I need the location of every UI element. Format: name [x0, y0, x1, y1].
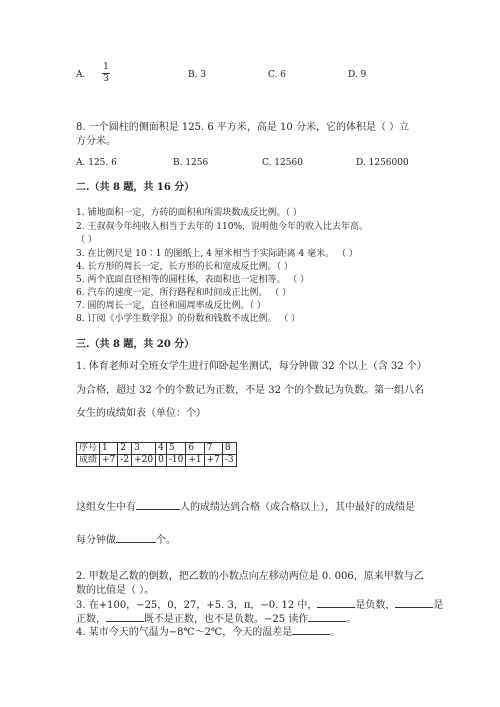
- q7-option-d: D. 9: [348, 70, 367, 80]
- answer-text: 4. 某市今天的气温为−8℃～2℃，今天的温差是: [76, 627, 293, 638]
- section3-title: 三.（共 8 题，共 20 分）: [76, 339, 195, 350]
- table-cell: +1: [186, 455, 204, 467]
- table-cell: 5: [166, 443, 186, 455]
- fraction-numerator: 1: [103, 62, 109, 72]
- table-cell: 1: [100, 443, 118, 455]
- answer-blank[interactable]: [292, 624, 330, 635]
- answer-blank[interactable]: [395, 597, 433, 608]
- section2-item-1: 1. 铺地面积一定，方砖的面积和所需块数成反比例。（ ）: [76, 208, 302, 218]
- answer-text: 既不是正数，也不是负数。−25 读作: [144, 614, 309, 625]
- q8-option-d: D. 1256000: [356, 158, 409, 168]
- q7-option-a-fraction: [101, 62, 111, 85]
- section2-item-7: 7. 圆的周长一定，直径和圆周率成反比例。（ ）: [76, 301, 266, 311]
- answer-text: 人的成绩达到合格（或合格以上），其中最好的成绩是: [180, 502, 415, 513]
- table-cell: 2: [118, 443, 132, 455]
- s3-q2-line1: 2. 甲数是乙数的倒数，把乙数的小数点向左移动两位是 0. 006，原来甲数与乙: [76, 571, 424, 582]
- table-cell: -3: [222, 455, 236, 467]
- q8-option-b: B. 1256: [173, 158, 209, 168]
- section2-item-4: 4. 长方形的周长一定，长方形的长和宽成反比例。（ ）: [76, 262, 293, 272]
- answer-text: 3. 在+100，−25，0，27，+5. 3，π，−0. 12 中，: [76, 600, 318, 611]
- q8-line1: 8. 一个圆柱的侧面积是 125. 6 平方米，高是 10 分米，它的体积是（ ）立: [76, 122, 410, 133]
- answer-blank[interactable]: [136, 499, 180, 510]
- table-cell: 7: [204, 443, 222, 455]
- score-table: [76, 442, 237, 467]
- section2-title: 二.（共 8 题，共 16 分）: [76, 182, 195, 193]
- section2-item-3: 3. 在比例尺是 10∶1 的图纸上, 4 厘米相当于实际距离 4 毫米。 （ ）: [76, 249, 358, 259]
- answer-text: 是负数，: [355, 600, 396, 611]
- answer-text: 每分钟做: [76, 535, 116, 546]
- section2-item-5: 5. 两个底面直径相等的圆柱体，表面积也一定相等。 （ ）: [76, 275, 310, 285]
- table-cell: +7: [100, 455, 118, 467]
- answer-text: 是: [433, 600, 444, 611]
- table-cell: 序号: [77, 443, 100, 455]
- q7-option-a-label: A.: [76, 70, 86, 80]
- q8-option-c: C. 12560: [262, 158, 303, 168]
- table-cell: -10: [166, 455, 186, 467]
- table-cell: 3: [132, 443, 156, 455]
- table-cell: +7: [204, 455, 222, 467]
- table-cell: +20: [132, 455, 156, 467]
- section2-item-2-cont: （ ）: [76, 235, 97, 245]
- fraction-denominator: 3: [103, 74, 109, 84]
- table-cell: 6: [186, 443, 204, 455]
- answer-text: 个。: [156, 535, 176, 546]
- table-row: [77, 443, 237, 455]
- answer-blank[interactable]: [116, 532, 156, 543]
- table-cell: 4: [156, 443, 167, 455]
- section2-item-8: 8. 订阅《小学生数学报》的份数和钱数不成比例。 （ ）: [76, 314, 301, 324]
- table-cell: 0: [156, 455, 167, 467]
- answer-blank[interactable]: [106, 611, 144, 622]
- q8-option-a: A. 125. 6: [76, 158, 117, 168]
- s3-q1-answer-line2: [76, 532, 176, 548]
- answer-blank[interactable]: [317, 597, 355, 608]
- section2-item-2: 2. 王叔叔今年纯收入相当于去年的 110%，说明他今年的收入比去年高。: [76, 222, 369, 232]
- section2-item-6: 6. 汽车的速度一定，所行路程和时间成正比例。 （ ）: [76, 288, 292, 298]
- table-cell: 8: [222, 443, 236, 455]
- answer-text: 正数，: [76, 614, 106, 625]
- table-cell: -2: [118, 455, 132, 467]
- s3-q1-answer-line1: [76, 499, 415, 515]
- s3-q1-line1: 1. 体育老师对全班女学生进行仰卧起坐测试，每分钟做 32 个以上（含 32 个）: [76, 361, 427, 372]
- s3-q2-line2: 数的比值是（ ）。: [76, 585, 155, 596]
- answer-text: 。: [346, 614, 357, 625]
- s3-q1-line2: 为合格，超过 32 个的个数记为正数，不是 32 个的个数记为负数。第一组八名: [76, 385, 425, 396]
- s3-q1-line3: 女生的成绩如表（单位：个）: [76, 408, 206, 419]
- table-row: [77, 455, 237, 467]
- answer-blank[interactable]: [308, 611, 346, 622]
- table-cell: 成绩: [77, 455, 100, 467]
- answer-text: 这组女生中有: [76, 502, 136, 513]
- answer-text: 。: [330, 627, 341, 638]
- q8-line2: 方分米。: [76, 136, 116, 147]
- q7-option-c: C. 6: [268, 70, 287, 80]
- q7-option-b: B. 3: [188, 70, 207, 80]
- s3-q4-line: [76, 624, 340, 640]
